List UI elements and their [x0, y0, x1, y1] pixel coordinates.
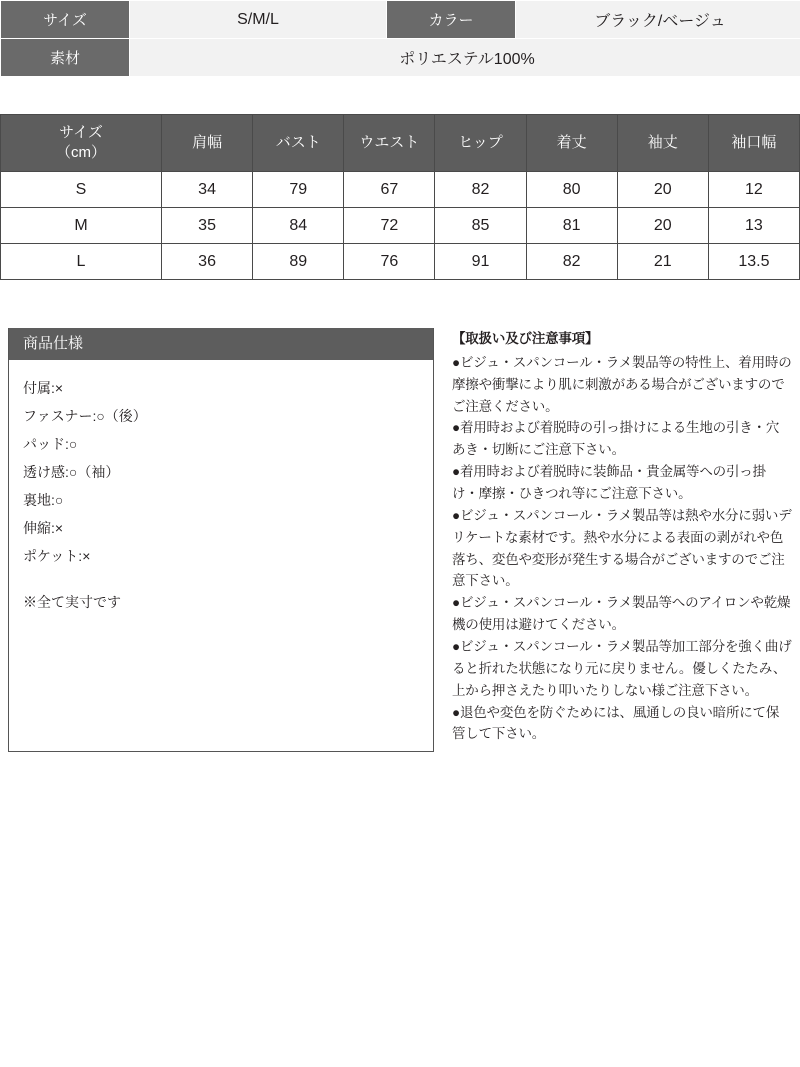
- product-spec-note: ※全て実寸です: [23, 594, 121, 610]
- cell-s-sleeve: 20: [617, 172, 708, 208]
- spec-value-color: ブラック/ベージュ: [516, 1, 800, 39]
- care-instructions-title: 【取扱い及び注意事項】: [452, 331, 599, 346]
- list-item: ポケット:×: [23, 548, 91, 564]
- spec-label-material: 素材: [1, 39, 130, 77]
- list-item: 伸縮:×: [23, 520, 64, 536]
- spec-label-size: サイズ: [1, 1, 130, 39]
- product-spec-body: [9, 360, 433, 626]
- spec-value-material: ポリエステル100%: [130, 39, 800, 77]
- measurement-table-wrap: [0, 114, 800, 280]
- table-row: [1, 208, 800, 244]
- measurement-header-size: [1, 115, 162, 172]
- measurement-header-waist: ウエスト: [344, 115, 435, 172]
- spec-table: [0, 0, 800, 77]
- cell-s-bust: 79: [253, 172, 344, 208]
- cell-l-length: 82: [526, 244, 617, 280]
- measurement-header-hip: ヒップ: [435, 115, 526, 172]
- cell-m-shoulder: 35: [162, 208, 253, 244]
- care-instruction-item: ●着用時および着脱時の引っ掛けによる生地の引き・穴あき・切断にご注意下さい。: [452, 420, 780, 458]
- cell-m-hip: 85: [435, 208, 526, 244]
- measurement-header-size-line1: サイズ: [59, 123, 103, 141]
- measurement-row-size-s: S: [1, 172, 162, 208]
- care-instruction-item: ●ビジュ・スパンコール・ラメ製品等は熱や水分に弱いデリケートな素材です。熱や水分による表面の剥がれや色落ち、変色や変形が発生する場合がございますのでご注意下さい。: [452, 507, 792, 589]
- measurement-row-size-m: M: [1, 208, 162, 244]
- spec-value-size: S/M/L: [130, 1, 387, 39]
- measurement-header-cuff: 袖口幅: [708, 115, 799, 172]
- cell-l-cuff: 13.5: [708, 244, 799, 280]
- cell-s-waist: 67: [344, 172, 435, 208]
- cell-s-shoulder: 34: [162, 172, 253, 208]
- cell-l-sleeve: 21: [617, 244, 708, 280]
- spec-row-material: [1, 39, 800, 77]
- measurement-header-sleeve: 袖丈: [617, 115, 708, 172]
- measurement-table: [0, 114, 800, 280]
- cell-s-length: 80: [526, 172, 617, 208]
- cell-m-waist: 72: [344, 208, 435, 244]
- cell-l-waist: 76: [344, 244, 435, 280]
- measurement-header-bust: バスト: [253, 115, 344, 172]
- list-item: 付属:×: [23, 380, 64, 396]
- cell-m-bust: 84: [253, 208, 344, 244]
- product-spec-title: 商品仕様: [9, 328, 433, 360]
- cell-m-sleeve: 20: [617, 208, 708, 244]
- spec-row-size: [1, 1, 800, 39]
- table-row: [1, 172, 800, 208]
- table-row: [1, 244, 800, 280]
- list-item: 透け感:○（袖）: [23, 464, 120, 480]
- care-instructions: [452, 328, 792, 745]
- care-instruction-item: ●着用時および着脱時に装飾品・貴金属等への引っ掛け・摩擦・ひきつれ等にご注意下さい。: [452, 464, 766, 502]
- measurement-header-row: [1, 115, 800, 172]
- measurement-header-size-line2: （cm）: [56, 144, 106, 161]
- list-item: 裏地:○: [23, 492, 64, 508]
- cell-l-hip: 91: [435, 244, 526, 280]
- list-item: ファスナー:○（後）: [23, 408, 147, 424]
- care-instruction-item: ●ビジュ・スパンコール・ラメ製品等加工部分を強く曲げると折れた状態になり元に戻りません。優しくたたみ、上から押さえたり叩いたりしない様ご注意下さい。: [452, 639, 792, 698]
- measurement-header-length: 着丈: [526, 115, 617, 172]
- cell-m-cuff: 13: [708, 208, 799, 244]
- cell-s-hip: 82: [435, 172, 526, 208]
- care-instruction-item: ●ビジュ・スパンコール・ラメ製品等の特性上、着用時の摩擦や衝撃により肌に刺激がある場合がございますのでご注意ください。: [452, 354, 792, 414]
- product-spec-box: [8, 328, 434, 752]
- cell-m-length: 81: [526, 208, 617, 244]
- list-item: パッド:○: [23, 436, 78, 452]
- care-instruction-item: ●ビジュ・スパンコール・ラメ製品等へのアイロンや乾燥機の使用は避けてください。: [452, 595, 791, 633]
- care-instruction-item: ●退色や変色を防ぐためには、風通しの良い暗所にて保管して下さい。: [452, 704, 780, 742]
- measurement-header-shoulder: 肩幅: [162, 115, 253, 172]
- cell-l-bust: 89: [253, 244, 344, 280]
- cell-l-shoulder: 36: [162, 244, 253, 280]
- lower-section: [0, 328, 800, 752]
- spec-label-color: カラー: [387, 1, 516, 39]
- cell-s-cuff: 12: [708, 172, 799, 208]
- measurement-row-size-l: L: [1, 244, 162, 280]
